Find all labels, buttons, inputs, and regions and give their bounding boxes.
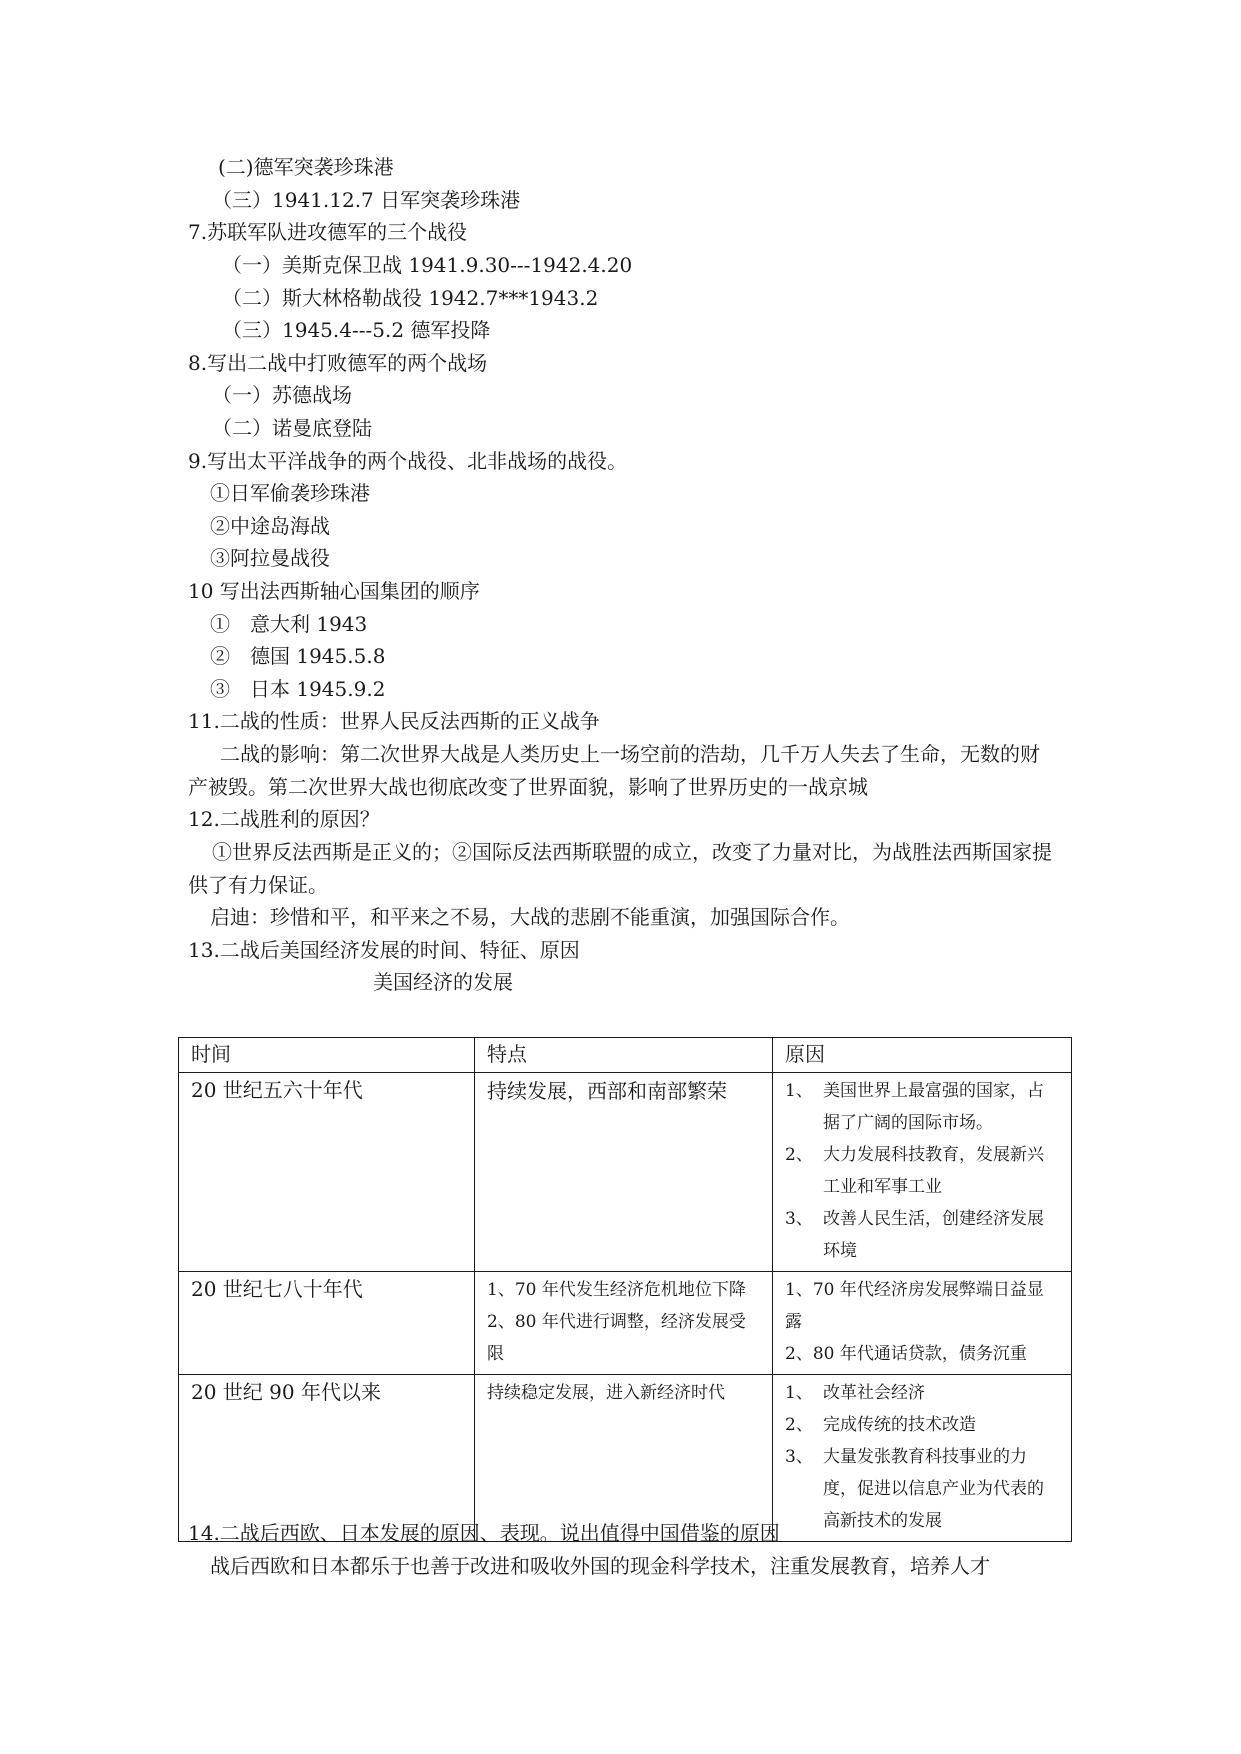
- list-number: 3、: [785, 1447, 813, 1467]
- feature-text: 1、70 年代发生经济危机地位下降: [487, 1280, 746, 1300]
- text-line: （二）斯大林格勒战役 1942.7***1943.2: [222, 286, 599, 310]
- text-line: ③ 日本 1945.9.2: [210, 677, 386, 701]
- list-item: [785, 1203, 1059, 1267]
- paragraph-enlightenment: 启迪：珍惜和平，和平来之不易，大战的悲剧不能重演，加强国际合作。: [210, 905, 850, 929]
- list-item: [785, 1409, 1059, 1441]
- list-number: 2、: [785, 1145, 813, 1165]
- cell-time: 20 世纪七八十年代: [179, 1272, 475, 1375]
- question-14: 14.二战后西欧、日本发展的原因、表现。说出值得中国借鉴的原因: [188, 1521, 780, 1545]
- cell-time: 20 世纪五六十年代: [179, 1073, 475, 1272]
- paragraph-text: 二战的影响：第二次世界大战是人类历史上一场空前的浩劫，几千万人失去了生命，无数的财产被毁。第二次世界大战也彻底改变了世界面貌，影响了世界历史的一战京城: [188, 742, 1040, 799]
- feature-text: 持续发展，西部和南部繁荣: [487, 1079, 727, 1103]
- text-line: ③阿拉曼战役: [210, 546, 330, 570]
- question-13: 13.二战后美国经济发展的时间、特征、原因: [188, 938, 580, 962]
- feature-text: 持续稳定发展，进入新经济时代: [487, 1383, 725, 1403]
- list-text: 大量发张教育科技事业的力度，促进以信息产业为代表的高新技术的发展: [823, 1447, 1044, 1531]
- cell-time: 20 世纪 90 年代以来: [179, 1375, 475, 1542]
- list-text: 完成传统的技术改造: [823, 1415, 976, 1435]
- header-time: 时间: [179, 1038, 475, 1073]
- economy-table: [178, 1037, 1072, 1542]
- list-item: [785, 1075, 1059, 1139]
- cell-reasons: [773, 1272, 1072, 1375]
- text-line: ②中途岛海战: [210, 514, 330, 538]
- list-item: [785, 1441, 1059, 1537]
- cell-reasons: [773, 1073, 1072, 1272]
- text-line: （一）美斯克保卫战 1941.9.30---1942.4.20: [222, 253, 633, 277]
- table-title: 美国经济的发展: [373, 970, 513, 994]
- table-row: [179, 1073, 1072, 1272]
- text-line: （一）苏德战场: [212, 383, 352, 407]
- list-number: 1、: [785, 1081, 813, 1101]
- question-9: 9.写出太平洋战争的两个战役、北非战场的战役。: [188, 449, 628, 473]
- cell-reasons: [773, 1375, 1072, 1542]
- paragraph-influence: [188, 738, 1058, 804]
- table-row: [179, 1272, 1072, 1375]
- cell-features: [475, 1073, 773, 1272]
- header-reasons: 原因: [773, 1038, 1072, 1073]
- table-header-row: [179, 1038, 1072, 1073]
- header-features: 特点: [475, 1038, 773, 1073]
- question-11: 11.二战的性质：世界人民反法西斯的正义战争: [188, 709, 600, 733]
- reasons-list: [785, 1075, 1059, 1267]
- paragraph-last: 战后西欧和日本都乐于也善于改进和吸收外国的现金科学技术，注重发展教育，培养人才: [210, 1554, 990, 1578]
- list-number: 1、: [785, 1383, 813, 1403]
- text-line: ② 德国 1945.5.8: [210, 644, 386, 668]
- question-7: 7.苏联军队进攻德军的三个战役: [188, 220, 468, 244]
- reason-text: 1、70 年代经济房发展弊端日益显露: [785, 1280, 1044, 1332]
- list-item: [785, 1139, 1059, 1203]
- list-text: 大力发展科技教育，发展新兴工业和军事工业: [823, 1145, 1044, 1197]
- paragraph-text: ①世界反法西斯是正义的；②国际反法西斯联盟的成立，改变了力量对比，为战胜法西斯国家提供了有力保证。: [188, 840, 1052, 897]
- list-text: 改革社会经济: [823, 1383, 925, 1403]
- question-8: 8.写出二战中打败德军的两个战场: [188, 351, 488, 375]
- text-line: （三）1945.4---5.2 德军投降: [222, 318, 491, 342]
- list-number: 3、: [785, 1209, 813, 1229]
- question-10: 10 写出法西斯轴心国集团的顺序: [188, 579, 480, 603]
- text-line: (二)德军突袭珍珠港: [218, 155, 394, 179]
- list-text: 改善人民生活，创建经济发展环境: [823, 1209, 1044, 1261]
- text-line: ① 意大利 1943: [210, 612, 368, 636]
- text-line: （二）诺曼底登陆: [212, 416, 372, 440]
- feature-text: 2、80 年代进行调整，经济发展受限: [487, 1312, 746, 1364]
- question-12: 12.二战胜利的原因？: [188, 807, 380, 831]
- text-line: ①日军偷袭珍珠港: [210, 481, 370, 505]
- list-text: 美国世界上最富强的国家，占据了广阔的国际市场。: [823, 1081, 1044, 1133]
- list-number: 2、: [785, 1415, 813, 1435]
- list-item: [785, 1377, 1059, 1409]
- cell-features: [475, 1272, 773, 1375]
- text-line: （三）1941.12.7 日军突袭珍珠港: [212, 188, 521, 212]
- reason-text: 2、80 年代通话贷款，债务沉重: [785, 1344, 1027, 1364]
- reasons-list: [785, 1377, 1059, 1537]
- paragraph-reasons: [188, 836, 1058, 902]
